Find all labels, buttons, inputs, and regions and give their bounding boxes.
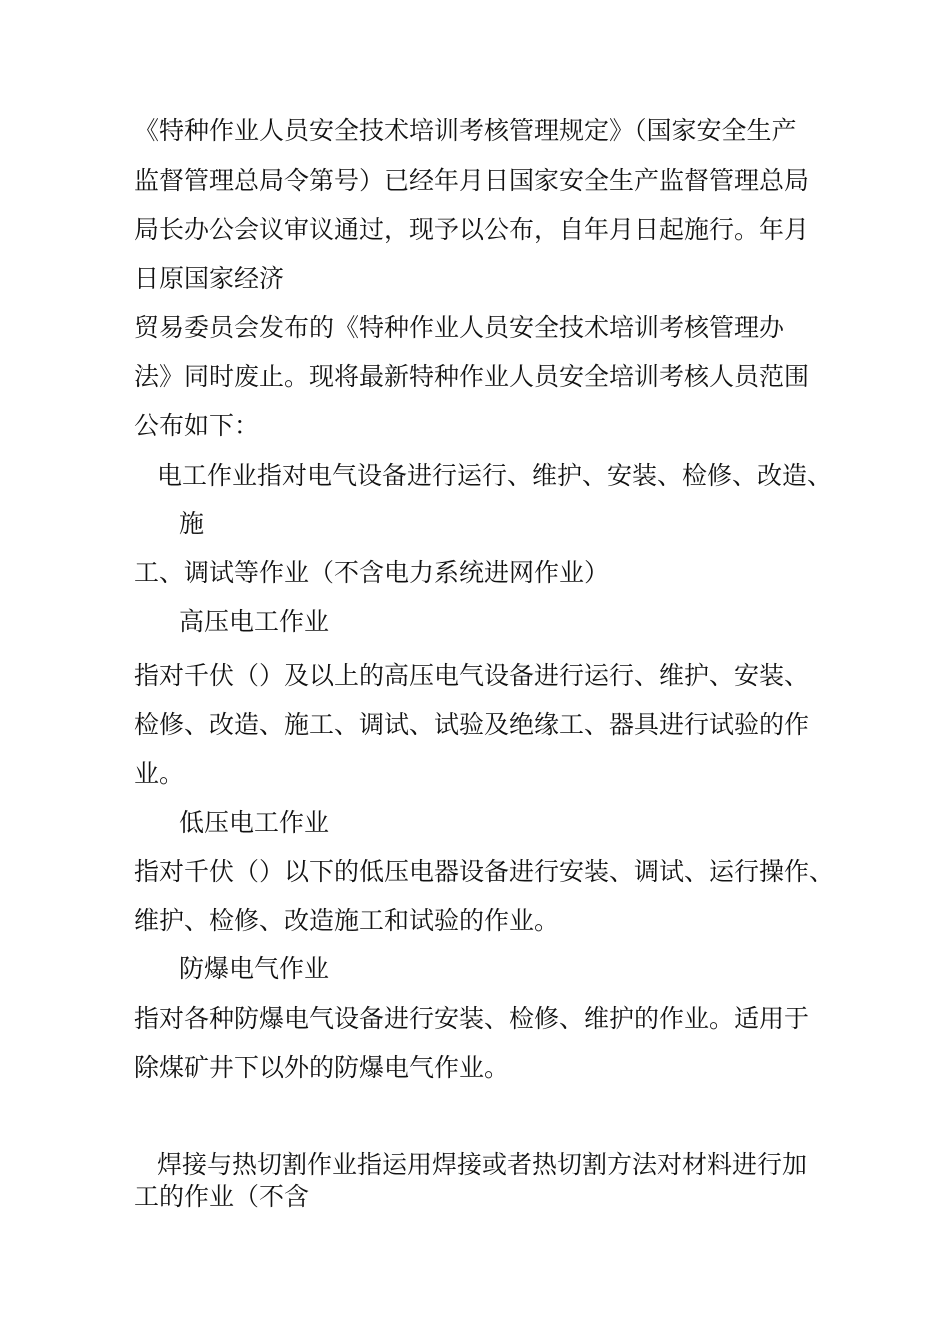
text-line: 法》同时废止。现将最新特种作业人员安全培训考核人员范围 [134, 362, 810, 391]
paragraph-heading: 电工作业指对电气设备进行运行、维护、安装、检修、改造、 [157, 461, 833, 490]
text-line: 工、调试等作业（不含电力系统进网作业） [134, 558, 610, 587]
text-line: 除煤矿井下以外的防爆电气作业。 [134, 1053, 510, 1082]
section-heading: 防爆电气作业 [179, 954, 330, 983]
text-line: 工的作业（不含 [134, 1182, 310, 1211]
text-line: 日原国家经济 [134, 264, 285, 293]
text-line: 维护、检修、改造施工和试验的作业。 [134, 906, 560, 935]
text-line: 指对千伏（）及以上的高压电气设备进行运行、维护、安装、 [134, 661, 810, 690]
text-line: 局长办公会议审议通过，现予以公布，自年月日起施行。年月 [134, 215, 810, 244]
paragraph-heading: 焊接与热切割作业指运用焊接或者热切割方法对材料进行加 [157, 1150, 808, 1179]
text-line: 贸易委员会发布的《特种作业人员安全技术培训考核管理办 [134, 313, 785, 342]
text-line: 《特种作业人员安全技术培训考核管理规定》（国家安全生产 [134, 116, 797, 145]
text-line: 业。 [134, 759, 185, 788]
section-heading: 高压电工作业 [179, 607, 330, 636]
section-heading: 低压电工作业 [179, 808, 330, 837]
text-line: 指对千伏（）以下的低压电器设备进行安装、调试、运行操作、 [134, 857, 835, 886]
text-line: 检修、改造、施工、调试、试验及绝缘工、器具进行试验的作 [134, 710, 810, 739]
text-line: 监督管理总局令第号）已经年月日国家安全生产监督管理总局 [134, 166, 810, 195]
text-line: 指对各种防爆电气设备进行安装、检修、维护的作业。适用于 [134, 1004, 810, 1033]
text-line: 施 [179, 509, 205, 538]
text-line: 公布如下： [134, 411, 260, 440]
